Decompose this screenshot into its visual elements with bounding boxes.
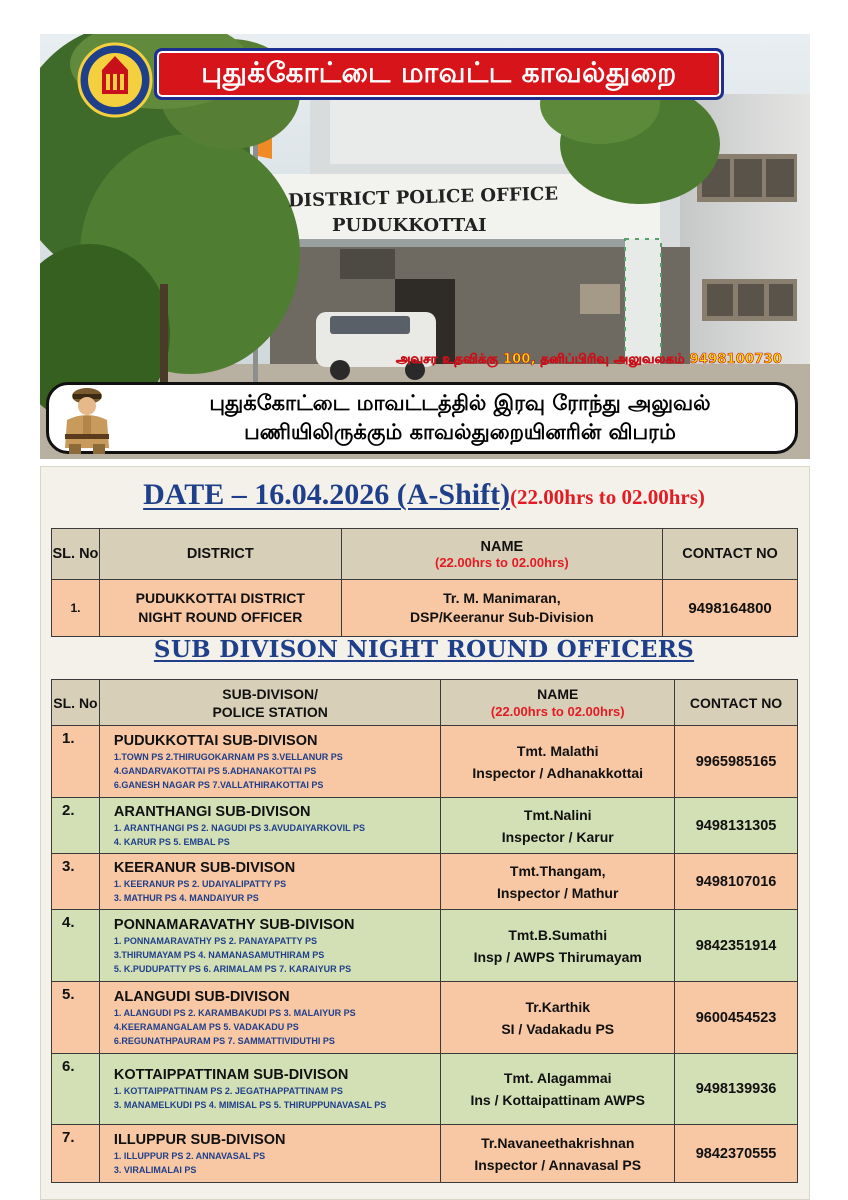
- emergency-contact-text: அவசர உதவிக்கு 100, தனிப்பிரிவு அலுவலகம் 9498100730: [396, 352, 783, 367]
- building-sign-line1: DISTRICT POLICE OFFICE: [287, 183, 559, 212]
- row-name: [441, 798, 675, 854]
- header-name-label: NAME: [480, 538, 524, 555]
- subdivision-title: ARANTHANGI SUB-DIVISON: [113, 803, 311, 820]
- row-contact: 9498131305: [675, 798, 798, 854]
- date-heading: [0, 478, 848, 512]
- header-name-hours: (22.00hrs to 02.00hrs): [435, 554, 569, 570]
- row-contact: 9965985165: [675, 726, 798, 798]
- station-line: 1.TOWN PS 2.THIRUGOKARNAM PS 3.VELLANUR PS: [113, 751, 343, 762]
- name-line2: SI / Vadakadu PS: [501, 1020, 615, 1037]
- name-line2: Insp / AWPS Thirumayam: [473, 948, 642, 965]
- station-line: 3. MANAMELKUDI PS 4. MIMISAL PS 5. THIRUPPUNAVASAL PS: [113, 1100, 387, 1110]
- table-header-row: [52, 529, 798, 580]
- station-line: 3. VIRALIMALAI PS: [113, 1164, 197, 1175]
- row-subdivision: [99, 798, 440, 854]
- station-line: 6.GANESH NAGAR PS 7.VALLATHIRAKOTTAI PS: [113, 779, 324, 790]
- header-subdivision: [99, 680, 440, 726]
- station-line: 4.GANDARVAKOTTAI PS 5.ADHANAKOTTAI PS: [113, 765, 317, 776]
- name-line2: Ins / Kottaipattinam AWPS: [470, 1092, 645, 1108]
- header-district: DISTRICT: [99, 529, 341, 580]
- station-line: 3.THIRUMAYAM PS 4. NAMANASAMUTHIRAM PS: [113, 949, 325, 960]
- header-sl: SL. No: [52, 529, 100, 580]
- table-row: [52, 910, 798, 982]
- district-line1: PUDUKKOTTAI DISTRICT: [135, 590, 305, 606]
- name-line1: Tr.Navaneethakrishnan: [481, 1134, 635, 1151]
- shift-hours: (22.00hrs to 02.00hrs): [510, 485, 705, 509]
- row-subdivision: [99, 910, 440, 982]
- row-contact: 9498107016: [675, 854, 798, 910]
- row-sl: 1.: [52, 726, 100, 798]
- row-district: [99, 580, 341, 637]
- station-line: 3. MATHUR PS 4. MANDAIYUR PS: [113, 892, 259, 903]
- name-line1: Tr.Karthik: [525, 998, 591, 1015]
- name-line1: Tmt.Thangam,: [509, 862, 606, 879]
- subdivision-title: PONNAMARAVATHY SUB-DIVISON: [113, 916, 355, 933]
- subdivision-title: KEERANUR SUB-DIVISON: [113, 859, 296, 876]
- subdivision-title: KOTTAIPPATTINAM SUB-DIVISON: [113, 1067, 349, 1083]
- row-contact: 9842351914: [675, 910, 798, 982]
- subtitle-banner: [46, 382, 798, 454]
- header-name-label: NAME: [537, 685, 579, 702]
- row-contact: 9600454523: [675, 982, 798, 1054]
- row-subdivision: [99, 854, 440, 910]
- name-line1: Tmt.B.Sumathi: [508, 926, 608, 943]
- table-row: [52, 982, 798, 1054]
- row-sl: 6.: [52, 1054, 100, 1125]
- station-line: 4.KEERAMANGALAM PS 5. VADAKADU PS: [113, 1021, 299, 1032]
- row-subdivision: [99, 1054, 440, 1125]
- name-line1: Tr. M. Manimaran,: [443, 590, 561, 606]
- row-sl: 4.: [52, 910, 100, 982]
- row-subdivision: [99, 1125, 440, 1183]
- date-shift: DATE – 16.04.2026 (A-Shift): [143, 478, 511, 511]
- table-row: [52, 726, 798, 798]
- row-sl: 3.: [52, 854, 100, 910]
- name-line2: DSP/Keeranur Sub-Division: [410, 609, 594, 625]
- table-row: [52, 1125, 798, 1183]
- header-name: [441, 680, 675, 726]
- table-row: [52, 1054, 798, 1125]
- subdivision-title: PUDUKKOTTAI SUB-DIVISON: [113, 732, 318, 749]
- subtitle-text: [125, 389, 795, 447]
- name-line1: Tmt.Nalini: [523, 806, 592, 823]
- table-header-row: [52, 680, 798, 726]
- row-name: [441, 1125, 675, 1183]
- building-sign-line2: PUDUKKOTTAI: [332, 215, 487, 236]
- name-line2: Inspector / Annavasal PS: [474, 1156, 642, 1173]
- station-line: 1. PONNAMARAVATHY PS 2. PANAYAPATTY PS: [113, 935, 317, 946]
- station-line: 1. ILLUPPUR PS 2. ANNAVASAL PS: [113, 1150, 266, 1161]
- row-name: [341, 580, 662, 637]
- row-name: [441, 1054, 675, 1125]
- row-name: [441, 982, 675, 1054]
- name-line1: Tmt. Malathi: [516, 742, 599, 759]
- row-name: [441, 854, 675, 910]
- row-sl: 2.: [52, 798, 100, 854]
- header-subdivision-line2: POLICE STATION: [212, 703, 328, 720]
- station-line: 4. KARUR PS 5. EMBAL PS: [113, 836, 230, 847]
- district-officer-table: [51, 528, 798, 637]
- name-line2: Inspector / Mathur: [497, 884, 619, 901]
- station-line: 6.REGUNATHPAURAM PS 7. SAMMATTIVIDUTHI PS: [113, 1035, 335, 1046]
- row-contact: 9842370555: [675, 1125, 798, 1183]
- header-banner: [40, 34, 810, 459]
- header-subdivision-line1: SUB-DIVISON/: [222, 685, 318, 702]
- banner-title: புதுக்கோட்டை மாவட்ட காவல்துறை: [154, 48, 724, 100]
- station-line: 1. ALANGUDI PS 2. KARAMBAKUDI PS 3. MALAIYUR PS: [113, 1007, 356, 1018]
- subdivision-officer-table: [51, 679, 798, 1183]
- row-name: [441, 910, 675, 982]
- district-line2: NIGHT ROUND OFFICER: [138, 609, 303, 625]
- table-row: [52, 854, 798, 910]
- police-officer-icon: [47, 382, 125, 454]
- row-contact: 9498139936: [675, 1054, 798, 1125]
- row-contact: 9498164800: [663, 580, 798, 637]
- table-row: [52, 580, 798, 637]
- name-line1: Tmt. Alagammai: [503, 1070, 612, 1086]
- row-sl: 1.: [52, 580, 100, 637]
- header-contact: CONTACT NO: [663, 529, 798, 580]
- row-sl: 5.: [52, 982, 100, 1054]
- subdivision-title: ILLUPPUR SUB-DIVISON: [113, 1131, 286, 1148]
- subtitle-line1: புதுக்கோட்டை மாவட்டத்தில் இரவு ரோந்து அலுவல்: [209, 391, 711, 415]
- station-line: 5. K.PUDUPATTY PS 6. ARIMALAM PS 7. KARAIYUR PS: [113, 963, 352, 974]
- subdivision-title: ALANGUDI SUB-DIVISON: [113, 988, 290, 1005]
- name-line2: Inspector / Adhanakkottai: [472, 764, 644, 781]
- header-sl: SL. No: [52, 680, 100, 726]
- header-name: [341, 529, 662, 580]
- section-title: SUB DIVISON NIGHT ROUND OFFICERS: [153, 636, 695, 663]
- row-subdivision: [99, 982, 440, 1054]
- subtitle-line2: பணியிலிருக்கும் காவல்துறையினரின் விபரம்: [244, 420, 676, 444]
- station-line: 1. KEERANUR PS 2. UDAIYALIPATTY PS: [113, 878, 287, 889]
- row-subdivision: [99, 726, 440, 798]
- header-name-hours: (22.00hrs to 02.00hrs): [490, 703, 625, 719]
- name-line2: Inspector / Karur: [501, 828, 614, 845]
- header-contact: CONTACT NO: [675, 680, 798, 726]
- table-row: [52, 798, 798, 854]
- tamilnadu-police-emblem-icon: [79, 44, 151, 116]
- station-line: 1. ARANTHANGI PS 2. NAGUDI PS 3.AVUDAIYARKOVIL PS: [113, 822, 365, 833]
- row-sl: 7.: [52, 1125, 100, 1183]
- row-name: [441, 726, 675, 798]
- station-line: 1. KOTTAIPPATTINAM PS 2. JEGATHAPPATTINAM PS: [113, 1086, 343, 1096]
